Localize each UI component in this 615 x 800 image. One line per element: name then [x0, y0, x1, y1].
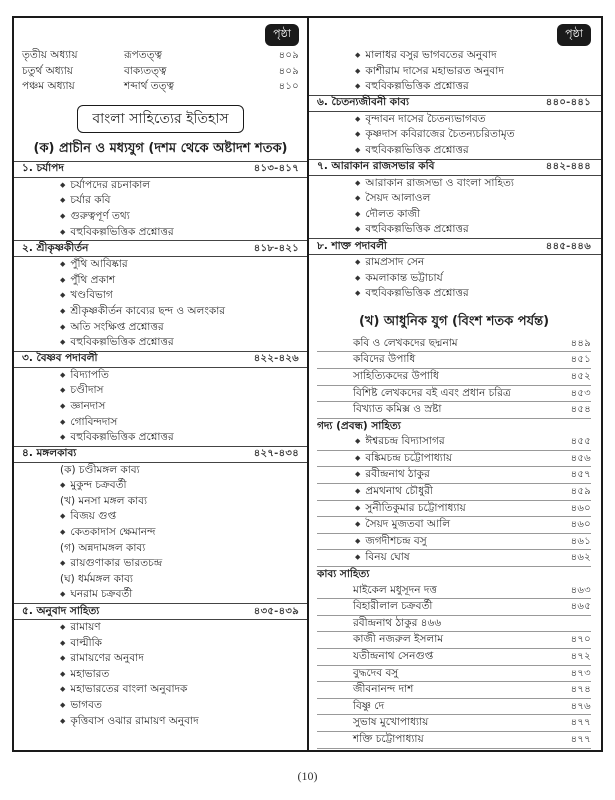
toc-entry[interactable] — [22, 383, 299, 399]
entry-text: বহুবিকল্পভিত্তিক প্রশ্নোত্তর — [365, 223, 469, 236]
toc-entry[interactable] — [317, 534, 591, 551]
diamond-bullet-icon: ◆ — [355, 536, 361, 545]
diamond-bullet-icon: ◆ — [60, 716, 66, 725]
entry-text: বৃন্দাবন দাসের চৈতন্যভাগবত — [365, 112, 486, 125]
subsection-text: (গ) অন্নদামঙ্গল কাব্য — [60, 541, 146, 554]
chapter-topic: বাক্যতত্ত্ব — [124, 64, 167, 77]
entry-text: মালাধর বসুর ভাগবতের অনুবাদ — [365, 49, 497, 61]
entry-page: ৪৭৭ — [570, 717, 591, 729]
chapter-name: চতুর্থ অধ্যায় — [22, 64, 73, 77]
diamond-bullet-icon: ◆ — [355, 66, 361, 75]
entry-text: রবীন্দ্রনাথ ঠাকুর — [365, 468, 430, 481]
entry-page: ৪৪৯ — [570, 337, 591, 349]
entry-text: চর্যার কবি — [70, 194, 111, 207]
toc-entry[interactable] — [317, 501, 591, 518]
toc-entry[interactable] — [22, 698, 299, 714]
toc-entry[interactable] — [22, 193, 299, 209]
toc-entry[interactable] — [317, 451, 591, 468]
entry-text: আরাকান রাজসভা ও বাংলা সাহিত্য — [365, 176, 514, 189]
toc-entry[interactable] — [317, 64, 591, 80]
entry-text: জ্ঞানদাস — [70, 399, 106, 412]
toc-entry[interactable] — [22, 415, 299, 431]
subsection-entry[interactable] — [22, 541, 299, 557]
toc-entry[interactable] — [317, 191, 591, 207]
toc-entry[interactable] — [317, 222, 591, 238]
entry-text: গুরুত্বপূর্ণ তথ্য — [70, 209, 130, 222]
toc-entry[interactable] — [317, 207, 591, 223]
diamond-bullet-icon: ◆ — [60, 227, 66, 236]
diamond-bullet-icon: ◆ — [355, 194, 361, 203]
entry-page: ৪৭২ — [570, 651, 591, 662]
entry-text: রামায়ণ — [70, 621, 101, 634]
diamond-bullet-icon: ◆ — [355, 130, 361, 139]
entry-text: রবীন্দ্রনাথ ঠাকুর ৪৬৬ — [353, 616, 442, 629]
diamond-bullet-icon: ◆ — [355, 82, 361, 91]
entry-page: ৪৫৬ — [570, 452, 591, 464]
entry-page: ৪৫৫ — [570, 436, 591, 448]
toc-entry[interactable] — [22, 288, 299, 304]
section-heading[interactable] — [309, 238, 601, 255]
page-label-badge: পৃষ্ঠা — [265, 24, 299, 46]
toc-entry[interactable] — [317, 484, 591, 501]
entry-text: বহুবিকল্পভিত্তিক প্রশ্নোত্তর — [365, 287, 469, 300]
diamond-bullet-icon: ◆ — [355, 273, 361, 282]
toc-entry[interactable] — [22, 525, 299, 541]
section-pages: ৪৪০-৪৪১ — [545, 97, 591, 109]
diamond-bullet-icon: ◆ — [355, 225, 361, 234]
entry-text: শক্তি চট্টোপাধ্যায় — [353, 732, 424, 745]
toc-entry[interactable] — [22, 430, 299, 446]
entry-text: কেতকাদাস ক্ষেমানন্দ — [70, 526, 156, 539]
entry-text: ঘনরাম চক্রবর্তী — [70, 588, 133, 601]
left-column — [14, 18, 309, 750]
section-heading[interactable] — [14, 446, 307, 463]
section-heading[interactable] — [309, 159, 601, 176]
subsection-text: (ক) চণ্ডীমঙ্গল কাব্য — [60, 463, 140, 476]
section-title: ১. চর্যাপদ — [22, 162, 64, 175]
toc-entry[interactable] — [22, 682, 299, 698]
toc-entry[interactable] — [22, 636, 299, 652]
chapter-row[interactable] — [22, 79, 299, 95]
entry-text: বাল্মীকি — [70, 636, 102, 649]
entry-text: কৃত্তিবাস ওঝার রামায়ণ অনুবাদ — [70, 714, 199, 727]
toc-entry[interactable] — [317, 79, 591, 95]
page-label-badge: পৃষ্ঠা — [557, 24, 591, 46]
entry-text: বঙ্কিমচন্দ্র চট্টোপাধ্যায় — [365, 451, 453, 464]
entry-text: যতীন্দ্রনাথ সেনগুপ্ত — [353, 650, 434, 662]
subsection-entry[interactable] — [22, 572, 299, 588]
toc-entry[interactable] — [317, 517, 591, 534]
entry-text: মাইকেল মধুসূদন দত্ত — [353, 583, 437, 596]
diamond-bullet-icon: ◆ — [60, 211, 66, 220]
toc-entry[interactable] — [317, 599, 591, 616]
entry-text: বিনয় ঘোষ — [365, 551, 410, 564]
section-pages: ৪২২-৪২৬ — [253, 353, 299, 365]
entry-text: মুকুন্দ চক্রবর্তী — [70, 479, 127, 492]
entry-page: ৪৫৪ — [570, 404, 591, 416]
toc-entry[interactable] — [317, 467, 591, 484]
entry-text: খণ্ডবিভাগ — [70, 289, 113, 302]
entry-text: বিজয় গুপ্ত — [70, 510, 117, 523]
section-title: ২. শ্রীকৃষ্ণকীর্তন — [22, 241, 89, 254]
entry-text: সুনীতিকুমার চট্টোপাধ্যায় — [365, 501, 466, 514]
toc-entry[interactable] — [317, 386, 591, 403]
diamond-bullet-icon: ◆ — [60, 275, 66, 284]
entry-text: পুঁথি প্রকাশ — [70, 273, 116, 286]
diamond-bullet-icon: ◆ — [355, 453, 361, 462]
entry-text: বিষ্ণু দে — [353, 699, 385, 712]
toc-entry[interactable] — [317, 434, 591, 451]
section-heading[interactable] — [14, 351, 307, 368]
diamond-bullet-icon: ◆ — [355, 553, 361, 562]
entry-page: ৪৭৭ — [570, 733, 591, 745]
toc-entry[interactable] — [22, 368, 299, 384]
toc-entry[interactable] — [317, 112, 591, 128]
diamond-bullet-icon: ◆ — [60, 196, 66, 205]
toc-entry[interactable] — [22, 509, 299, 525]
toc-entry[interactable] — [317, 699, 591, 716]
entry-text: কৃষ্ণদাস কবিরাজের চৈতন্যচরিতামৃত — [365, 128, 515, 141]
toc-entry[interactable] — [317, 369, 591, 386]
toc-entry[interactable] — [22, 320, 299, 336]
section-heading[interactable] — [14, 603, 307, 620]
entry-text: চর্যাপদের রচনাকাল — [70, 178, 151, 191]
toc-entry[interactable] — [317, 176, 591, 192]
section-title: ৮. শাক্ত পদাবলী — [317, 239, 387, 252]
toc-entry[interactable] — [22, 178, 299, 194]
entry-text: পুঁথি আবিষ্কার — [70, 258, 128, 271]
entry-text: বহুবিকল্পভিত্তিক প্রশ্নোত্তর — [365, 80, 469, 93]
toc-entry[interactable] — [317, 286, 591, 302]
toc-entry[interactable] — [317, 682, 591, 699]
diamond-bullet-icon: ◆ — [355, 470, 361, 479]
entry-text: গোবিন্দদাস — [70, 415, 118, 428]
diamond-bullet-icon: ◆ — [60, 623, 66, 632]
subsection-entry[interactable] — [22, 463, 299, 479]
diamond-bullet-icon: ◆ — [355, 51, 361, 59]
diamond-bullet-icon: ◆ — [60, 590, 66, 599]
toc-entry[interactable] — [22, 257, 299, 273]
entry-text: সৈয়দ মুজতবা আলি — [365, 518, 451, 531]
subsection-text: (ঘ) ধর্মমঙ্গল কাব্য — [60, 572, 133, 585]
section-pages: ৪২৭-৪৩৪ — [253, 448, 299, 460]
entry-page: ৪৫৩ — [570, 387, 591, 399]
section-pages: ৪৪৫-৪৪৬ — [545, 240, 591, 252]
subsection-text: (খ) মনসা মঙ্গল কাব্য — [60, 494, 148, 507]
entry-text: সৈয়দ আলাওল — [365, 192, 431, 205]
entry-text: অতি সংক্ষিপ্ত প্রশ্নোত্তর — [70, 320, 164, 333]
section-title: ৬. চৈতন্যজীবনী কাব্য — [317, 96, 410, 109]
entry-text: মহাভারতের বাংলা অনুবাদক — [70, 683, 188, 696]
diamond-bullet-icon: ◆ — [60, 417, 66, 426]
entry-text: জীবনানন্দ দাশ — [353, 683, 414, 696]
entry-text: বিখ্যাত কমিক্স ও স্রষ্টা — [353, 403, 442, 416]
toc-entry[interactable] — [317, 732, 591, 749]
entry-text: বহুবিকল্পভিত্তিক প্রশ্নোত্তর — [70, 431, 174, 444]
diamond-bullet-icon: ◆ — [60, 559, 66, 568]
entry-text: কবিদের উপাধি — [353, 353, 416, 366]
section-heading[interactable] — [14, 161, 307, 178]
toc-entry[interactable] — [22, 478, 299, 494]
section-pages: ৪১৮-৪২১ — [253, 242, 299, 254]
diamond-bullet-icon: ◆ — [355, 257, 361, 266]
entry-page: ৪৫৭ — [570, 469, 591, 481]
diamond-bullet-icon: ◆ — [60, 654, 66, 663]
entry-text: জগদীশচন্দ্র বসু — [365, 534, 427, 547]
entry-text: সাহিত্যিকদের উপাধি — [353, 369, 439, 382]
chapter-name: পঞ্চম অধ্যায় — [22, 80, 75, 93]
entry-text: কাশীরাম দাসের মহাভারত অনুবাদ — [365, 64, 504, 77]
entry-text: বিহারীলাল চক্রবর্তী — [353, 600, 433, 613]
chapter-topic: রূপতত্ত্ব — [124, 49, 162, 61]
era-heading-medieval: (ক) প্রাচীন ও মধ্যযুগ (দশম থেকে অষ্টাদশ শতক) — [33, 140, 288, 156]
diamond-bullet-icon: ◆ — [60, 306, 66, 315]
chapter-row[interactable] — [22, 64, 299, 80]
entry-text: চণ্ডীদাস — [70, 384, 104, 397]
entry-text: বহুবিকল্পভিত্তিক প্রশ্নোত্তর — [365, 143, 469, 156]
diamond-bullet-icon: ◆ — [60, 433, 66, 442]
diamond-bullet-icon: ◆ — [355, 289, 361, 298]
entry-text: ভাগবত — [70, 699, 102, 711]
section-title-box: বাংলা সাহিত্যের ইতিহাস — [77, 105, 243, 133]
diamond-bullet-icon: ◆ — [60, 528, 66, 537]
toc-entry[interactable] — [317, 127, 591, 143]
diamond-bullet-icon: ◆ — [60, 638, 66, 647]
diamond-bullet-icon: ◆ — [355, 209, 361, 218]
toc-entry[interactable] — [22, 587, 299, 603]
entry-page: ৪৬৩ — [570, 584, 591, 596]
toc-entry[interactable] — [317, 632, 591, 649]
toc-entry[interactable] — [22, 620, 299, 636]
entry-text: বিদ্যাপতি — [70, 368, 109, 381]
toc-entry[interactable] — [317, 402, 591, 419]
toc-entry[interactable] — [317, 143, 591, 159]
era-heading-modern: (খ) আধুনিক যুগ (বিংশ শতক পর্যন্ত) — [358, 313, 550, 329]
toc-entry[interactable] — [22, 273, 299, 289]
diamond-bullet-icon: ◆ — [355, 114, 361, 123]
entry-text: কবি ও লেখকদের ছদ্মনাম — [353, 336, 458, 349]
entry-text: রামপ্রসাদ সেন — [365, 255, 425, 268]
entry-text: বহুবিকল্পভিত্তিক প্রশ্নোত্তর — [70, 336, 174, 349]
section-title: ৫. অনুবাদ সাহিত্য — [22, 604, 100, 617]
entry-text: রায়গুণাকার ভারতচন্দ্র — [70, 557, 163, 570]
section-title: ৩. বৈষ্ণব পদাবলী — [22, 352, 98, 365]
chapter-topic: শব্দার্থ তত্ত্ব — [124, 80, 174, 93]
diamond-bullet-icon: ◆ — [60, 322, 66, 331]
toc-entry[interactable] — [317, 550, 591, 567]
toc-entry[interactable] — [22, 667, 299, 683]
toc-entry[interactable] — [22, 399, 299, 415]
section-title: ৪. মঙ্গলকাব্য — [22, 447, 77, 460]
chapter-name: তৃতীয় অধ্যায় — [22, 49, 78, 61]
toc-entry[interactable] — [317, 336, 591, 353]
diamond-bullet-icon: ◆ — [355, 145, 361, 154]
entry-page: ৪৭৩ — [570, 667, 591, 679]
entry-page: ৪৫১ — [570, 354, 591, 366]
right-column — [309, 18, 601, 750]
toc-entry[interactable] — [317, 271, 591, 287]
toc-entry[interactable] — [22, 556, 299, 572]
entry-page: ৪৭০ — [570, 634, 591, 646]
diamond-bullet-icon: ◆ — [60, 512, 66, 521]
section-title: গদ্য (প্রবন্ধ) সাহিত্য — [317, 419, 401, 432]
subsection-entry[interactable] — [22, 494, 299, 510]
entry-text: প্রমথনাথ চৌধুরী — [365, 485, 433, 498]
diamond-bullet-icon: ◆ — [60, 685, 66, 694]
toc-entry[interactable] — [317, 48, 591, 64]
diamond-bullet-icon: ◆ — [60, 260, 66, 269]
toc-entry[interactable] — [22, 335, 299, 351]
section-pages: ৪১৩-৪১৭ — [253, 163, 299, 175]
section-heading[interactable] — [309, 95, 601, 112]
prose-section-heading[interactable] — [317, 419, 591, 435]
diamond-bullet-icon: ◆ — [355, 503, 361, 512]
entry-page: ৪৫৯ — [570, 486, 591, 498]
toc-entry[interactable] — [317, 666, 591, 683]
poetry-section-heading[interactable] — [317, 567, 591, 583]
toc-frame — [12, 16, 603, 752]
toc-entry[interactable] — [22, 714, 299, 730]
diamond-bullet-icon: ◆ — [355, 487, 361, 496]
entry-text: কাজী নজরুল ইসলাম — [353, 633, 444, 646]
diamond-bullet-icon: ◆ — [60, 669, 66, 678]
diamond-bullet-icon: ◆ — [60, 338, 66, 347]
entry-text: দৌলত কাজী — [365, 207, 420, 220]
entry-text: ঈশ্বরচন্দ্র বিদ্যাসাগর — [365, 435, 445, 448]
toc-entry[interactable] — [22, 651, 299, 667]
section-pages: ৪৩৫-৪৩৯ — [253, 605, 299, 617]
toc-entry[interactable] — [22, 209, 299, 225]
entry-page: ৪৬১ — [570, 535, 591, 547]
footer-page-number: (10) — [297, 769, 318, 783]
entry-page: ৪৭৬ — [570, 700, 591, 712]
chapter-row[interactable] — [22, 48, 299, 64]
entry-text: সুভাষ মুখোপাধ্যায় — [353, 716, 429, 729]
toc-entry[interactable] — [317, 715, 591, 732]
toc-entry[interactable] — [317, 255, 591, 271]
toc-entry[interactable] — [317, 583, 591, 600]
entry-text: বিশিষ্ট লেখকদের বই এবং প্রধান চরিত্র — [353, 386, 511, 399]
entry-text: বহুবিকল্পভিত্তিক প্রশ্নোত্তর — [70, 225, 174, 238]
entry-page: ৪৭৪ — [570, 684, 591, 696]
entry-page: ৪৬২ — [570, 552, 591, 564]
entry-page: ৪৬৫ — [570, 601, 591, 613]
entry-page: ৪৬০ — [570, 502, 591, 514]
chapter-page: ৪০৯ — [278, 50, 299, 61]
diamond-bullet-icon: ◆ — [355, 178, 361, 187]
chapter-page: ৪০৯ — [278, 65, 299, 77]
section-title: কাব্য সাহিত্য — [317, 568, 370, 581]
toc-entry[interactable] — [317, 649, 591, 666]
chapter-page: ৪১০ — [278, 81, 299, 93]
entry-text: বুদ্ধদেব বসু — [353, 666, 399, 679]
toc-entry[interactable] — [317, 616, 591, 633]
toc-entry[interactable] — [317, 352, 591, 369]
section-pages: ৪৪২-৪৪৪ — [545, 161, 591, 173]
diamond-bullet-icon: ◆ — [60, 481, 66, 490]
section-heading[interactable] — [14, 240, 307, 257]
diamond-bullet-icon: ◆ — [60, 180, 66, 189]
diamond-bullet-icon: ◆ — [355, 520, 361, 529]
diamond-bullet-icon: ◆ — [355, 437, 361, 446]
entry-text: শ্রীকৃষ্ণকীর্তন কাব্যের ছন্দ ও অলংকার — [70, 304, 226, 317]
section-title: ৭. আরাকান রাজসভার কবি — [317, 160, 435, 173]
diamond-bullet-icon: ◆ — [60, 701, 66, 709]
entry-text: মহাভারত — [70, 667, 110, 680]
diamond-bullet-icon: ◆ — [60, 370, 66, 379]
entry-text: কমলাকান্ত ভট্টাচার্য — [365, 271, 443, 284]
entry-page: ৪৫২ — [570, 370, 591, 382]
diamond-bullet-icon: ◆ — [60, 401, 66, 410]
diamond-bullet-icon: ◆ — [60, 386, 66, 395]
toc-entry[interactable] — [22, 304, 299, 320]
entry-text: রামায়ণের অনুবাদ — [70, 652, 144, 665]
toc-entry[interactable] — [22, 225, 299, 241]
entry-page: ৪৬০ — [570, 519, 591, 531]
diamond-bullet-icon: ◆ — [60, 291, 66, 300]
